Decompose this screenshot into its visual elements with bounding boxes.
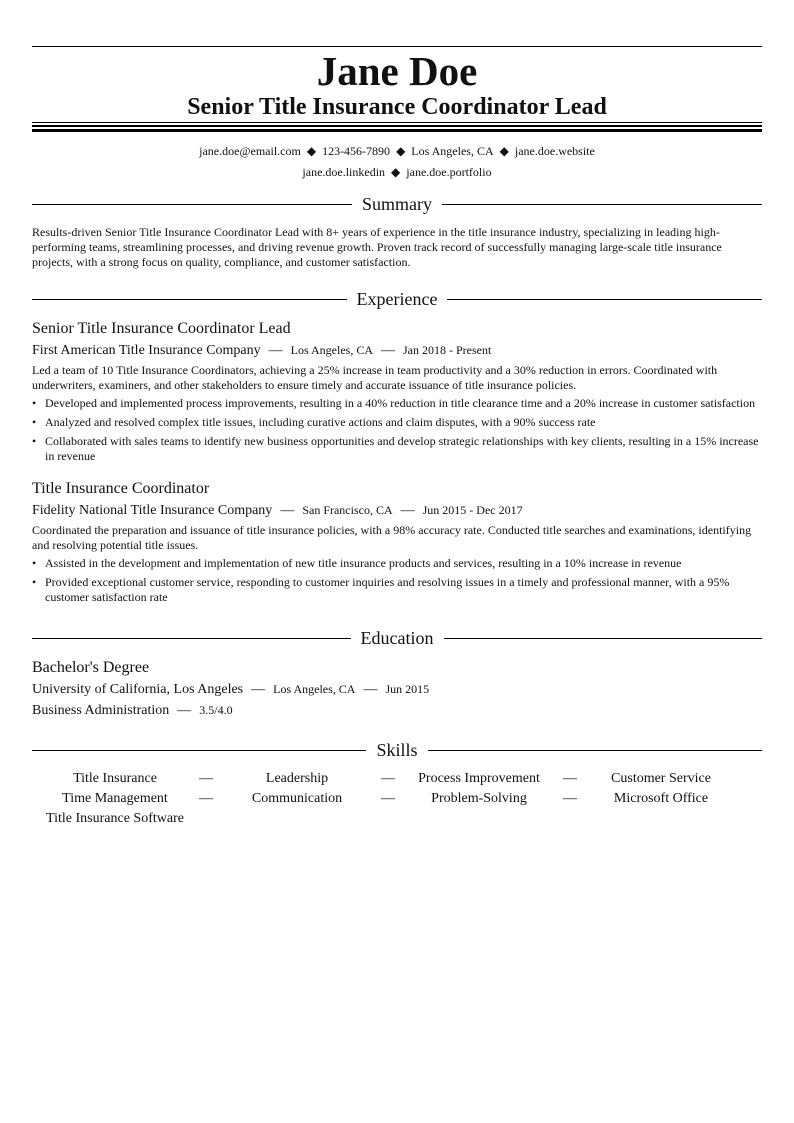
skill-item: Problem-Solving — [431, 791, 527, 806]
contact-phone[interactable]: 123-456-7890 — [322, 144, 391, 158]
dash-separator: — — [268, 343, 283, 358]
skill-item: Time Management — [62, 791, 168, 806]
skill-separator: — — [381, 791, 395, 806]
education-location: Los Angeles, CA — [273, 682, 356, 696]
skills-row — [32, 769, 762, 789]
job-company: Fidelity National Title Insurance Company — [32, 503, 273, 518]
job-location: Los Angeles, CA — [290, 343, 373, 357]
candidate-name: Jane Doe — [316, 48, 478, 94]
bullet-icon: • — [32, 415, 37, 429]
bullet-icon: • — [32, 556, 37, 570]
dash-separator: — — [280, 503, 295, 518]
job-company: First American Title Insurance Company — [32, 343, 261, 358]
skills-row — [32, 809, 762, 829]
dash-separator: — — [400, 503, 415, 518]
education-school: University of California, Los Angeles — [32, 682, 244, 697]
summary-text: Results-driven Senior Title Insurance Coordinator Lead with 8+ years of experience in the title insurance industry, specializing in leading high-performing teams, streamlining processes, and driving revenue growth. Proven track record of successfully managing large-scale title insurance projects, with a strong focus on quality, compliance, and customer satisfaction. — [32, 225, 722, 269]
list-item: • Provided exceptional customer service, responding to customer inquiries and resolving issues in a timely and professional manner, with a 95% customer satisfaction rate — [32, 575, 730, 604]
job-bullets — [32, 556, 762, 605]
job-bullets — [32, 396, 762, 464]
contact-location: Los Angeles, CA — [411, 144, 494, 158]
header-rule — [32, 122, 762, 132]
dash-separator: — — [177, 703, 192, 718]
experience-heading — [32, 288, 762, 310]
summary-heading — [32, 193, 762, 215]
list-item: • Developed and implemented process improvements, resulting in a 40% reduction in title clearance time and a 20% increase in customer satisfaction — [32, 396, 756, 410]
dash-separator: — — [363, 682, 378, 697]
diamond-separator-icon: ◆ — [396, 144, 406, 158]
education-school-line — [32, 680, 762, 699]
bullet-icon: • — [32, 575, 37, 589]
job-dates: Jun 2015 - Dec 2017 — [422, 503, 523, 517]
skills-grid — [32, 769, 762, 829]
contact-linkedin[interactable]: jane.doe.linkedin — [302, 165, 386, 179]
skills-heading-label: Skills — [376, 740, 418, 760]
skills-row — [32, 789, 762, 809]
skill-item: Process Improvement — [418, 771, 540, 786]
dash-separator: — — [251, 682, 266, 697]
job-dates: Jan 2018 - Present — [403, 343, 492, 357]
diamond-separator-icon: ◆ — [499, 144, 509, 158]
contact-line-2 — [32, 164, 762, 180]
skill-separator: — — [563, 791, 577, 806]
bullet-icon: • — [32, 434, 37, 448]
job-description: Coordinated the preparation and issuance of title insurance policies, with a 98% accuracy rate. Conducted title searches and examinations, identifying and resolving potential title issues. — [32, 523, 752, 552]
education-heading — [32, 627, 762, 649]
job-role: Senior Title Insurance Coordinator Lead — [32, 320, 291, 337]
skill-separator: — — [563, 771, 577, 786]
skill-item: Leadership — [265, 771, 329, 786]
experience-entry — [32, 479, 762, 609]
summary-heading-label: Summary — [362, 194, 432, 214]
education-field: Business Administration — [32, 703, 170, 718]
diamond-separator-icon: ◆ — [306, 144, 317, 158]
skill-item: Communication — [251, 791, 343, 806]
skill-item: Microsoft Office — [613, 791, 709, 806]
contact-portfolio[interactable]: jane.doe.portfolio — [406, 165, 492, 179]
experience-heading-label: Experience — [356, 289, 438, 309]
skills-heading — [32, 739, 762, 761]
job-description: Led a team of 10 Title Insurance Coordinators, achieving a 25% increase in team productivity and a 30% reduction in errors. Coordinated with underwriters, examiners, and other stakeholders to ensure timely and accurate issuance of title insurance policies. — [32, 363, 718, 392]
contact-email[interactable]: jane.doe@email.com — [199, 144, 301, 158]
skill-item: Title Insurance Software — [46, 811, 184, 826]
skill-separator: — — [199, 791, 213, 806]
education-field-line — [32, 701, 762, 720]
skill-separator: — — [199, 771, 213, 786]
diamond-separator-icon: ◆ — [391, 165, 401, 179]
job-role: Title Insurance Coordinator — [32, 480, 210, 497]
education-entry — [32, 658, 762, 720]
bullet-icon: • — [32, 396, 37, 410]
top-rule — [32, 46, 762, 47]
candidate-title: Senior Title Insurance Coordinator Lead — [187, 94, 607, 120]
skill-separator: — — [381, 771, 395, 786]
experience-entry — [32, 319, 762, 468]
skill-item: Customer Service — [611, 771, 711, 786]
dash-separator: — — [381, 343, 395, 358]
skill-item: Title Insurance — [73, 771, 157, 786]
contact-line-1 — [32, 143, 762, 159]
education-heading-label: Education — [360, 628, 434, 648]
list-item: • Assisted in the development and implementation of new title insurance products and services, resulting in a 10% increase in revenue — [32, 556, 682, 570]
contact-website[interactable]: jane.doe.website — [514, 144, 595, 158]
job-org-line — [32, 501, 762, 520]
education-gpa: 3.5/4.0 — [199, 703, 233, 717]
job-org-line — [32, 341, 762, 360]
education-degree: Bachelor's Degree — [32, 659, 150, 676]
list-item: • Collaborated with sales teams to identify new business opportunities and develop strategic relationships with key clients, resulting in a 15% increase in revenue — [32, 434, 759, 463]
list-item: • Analyzed and resolved complex title issues, including curative actions and claim disputes, with a 90% success rate — [32, 415, 596, 429]
education-date: Jun 2015 — [385, 682, 430, 696]
job-location: San Francisco, CA — [302, 503, 393, 517]
